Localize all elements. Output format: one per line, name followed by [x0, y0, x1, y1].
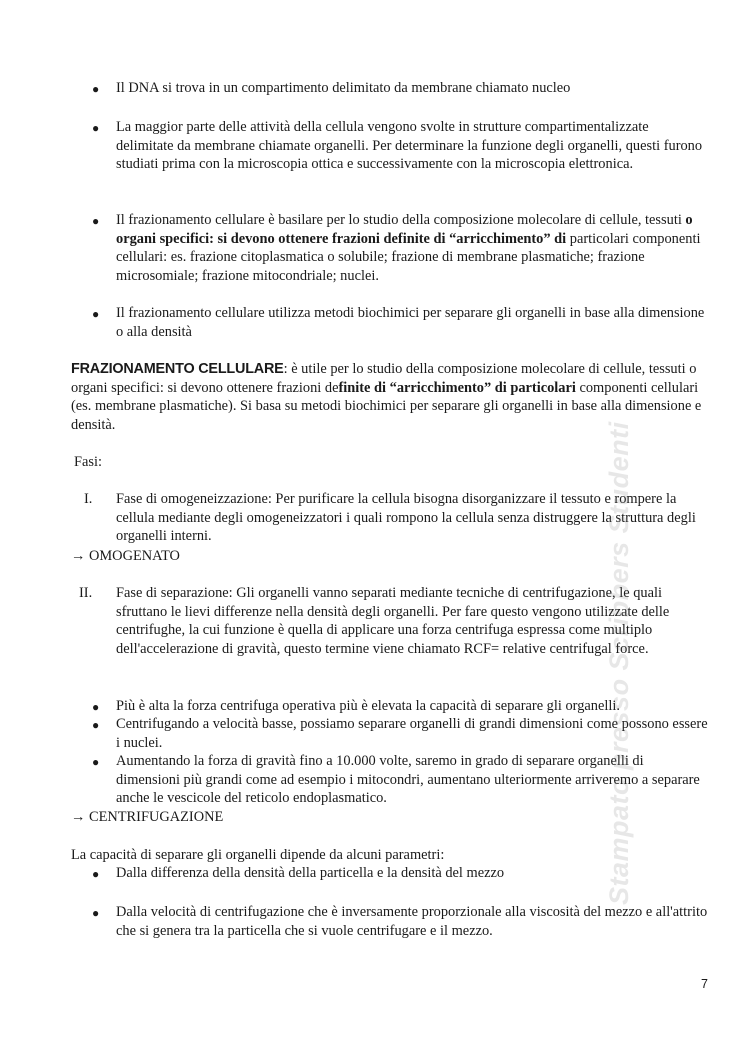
bullet-icon: ●	[92, 867, 100, 881]
bullet-icon: ●	[92, 755, 100, 769]
result-omogenato: → OMOGENATO	[71, 548, 180, 564]
page-number: 7	[701, 977, 708, 991]
watermark: Stampato presso Scribbers Studenti	[604, 421, 634, 905]
bullet-icon: ●	[92, 121, 100, 135]
bullet-icon: ●	[92, 307, 100, 321]
bullet-icon: ●	[92, 214, 100, 228]
bullet-text-velocita-basse: Centrifugando a velocità basse, possiamo separare organelli di grandi dimensioni come possono essere i nuclei.	[116, 716, 708, 751]
fasi-label: Fasi:	[74, 454, 102, 470]
bullet-text-frazionamento: Il frazionamento cellulare è basilare per lo studio della composizione molecolare di cellule, tessuti o organi specifici: si devono ottenere frazioni definite di “arricchimento” di particolari componenti cellulari: es. frazione citoplasmatica o solubile; frazione di membrane plasmatiche; frazione microsomiale; frazione mitocondriale; nuclei.	[116, 212, 701, 284]
bullet-icon: ●	[92, 718, 100, 732]
bullet-text-velocita-centrifugazione: Dalla velocità di centrifugazione che è inversamente proporzionale alla viscosità del mezzo e all'attrito che si genera tra la particella che si vuole centrifugare e il mezzo.	[116, 904, 708, 939]
step-number-2: II.	[79, 585, 93, 601]
bullet-text-organelli: La maggior parte delle attività della cellula vengono svolte in strutture compartimentalizzate delimitate da membrane chiamate organelli. Per determinare la funzione degli organelli, questi furono studiati prima con la microscopia ottica e successivamente con la microscopia elettronica.	[116, 119, 703, 173]
bullet-text-dna: Il DNA si trova in un compartimento delimitato da membrane chiamato nucleo	[116, 80, 571, 96]
bullet-icon: ●	[92, 906, 100, 920]
paragraph-capacita: La capacità di separare gli organelli dipende da alcuni parametri:	[71, 847, 445, 863]
bullet-text-forza-centrifuga: Più è alta la forza centrifuga operativa più è elevata la capacità di separare gli organelli.	[116, 698, 620, 714]
step-text-separazione: Fase di separazione: Gli organelli vanno separati mediante tecniche di centrifugazione, le quali sfruttano le lievi differenze nella densità degli organelli. Per fare questo vengono utilizzate delle centrifughe, la cui funzione è quella di applicare una forza centrifuga espressa come multiplo dell'accelerazione di gravità, questo termine viene chiamato RCF= relative centrifugal force.	[116, 585, 670, 657]
bullet-text-gravita: Aumentando la forza di gravità fino a 10.000 volte, saremo in grado di separare organelli di dimensioni più grandi come ad esempio i mitocondri, aumentano ulteriormente arriveremo a separare anche le vescicole del reticolo endoplasmatico.	[116, 753, 700, 807]
step-text-omogeneizzazione: Fase di omogeneizzazione: Per purificare la cellula bisogna disorganizzare il tessuto e rompere la cellula mediante degli omogeneizzatori i quali rompono la cellula senza distruggere la struttura degli organelli interni.	[116, 491, 696, 545]
step-number-1: I.	[84, 491, 93, 507]
bullet-text-densita: Dalla differenza della densità della particella e la densità del mezzo	[116, 865, 505, 881]
result-centrifugazione: → CENTRIFUGAZIONE	[71, 809, 224, 825]
bullet-icon: ●	[92, 82, 100, 96]
bullet-icon: ●	[92, 700, 100, 714]
bullet-text-metodi: Il frazionamento cellulare utilizza metodi biochimici per separare gli organelli in base alla dimensione o alla densità	[116, 305, 705, 340]
paragraph-frazionamento: FRAZIONAMENTO CELLULARE: è utile per lo studio della composizione molecolare di cellule, tessuti o organi specifici: si devono ottenere frazioni definite di “arricchimento” di particolari componenti cellulari (es. membrane plasmatiche). Si basa su metodi biochimici per separare gli organelli in base alla dimensione e densità.	[71, 361, 702, 433]
section-heading: FRAZIONAMENTO CELLULARE	[71, 361, 284, 377]
